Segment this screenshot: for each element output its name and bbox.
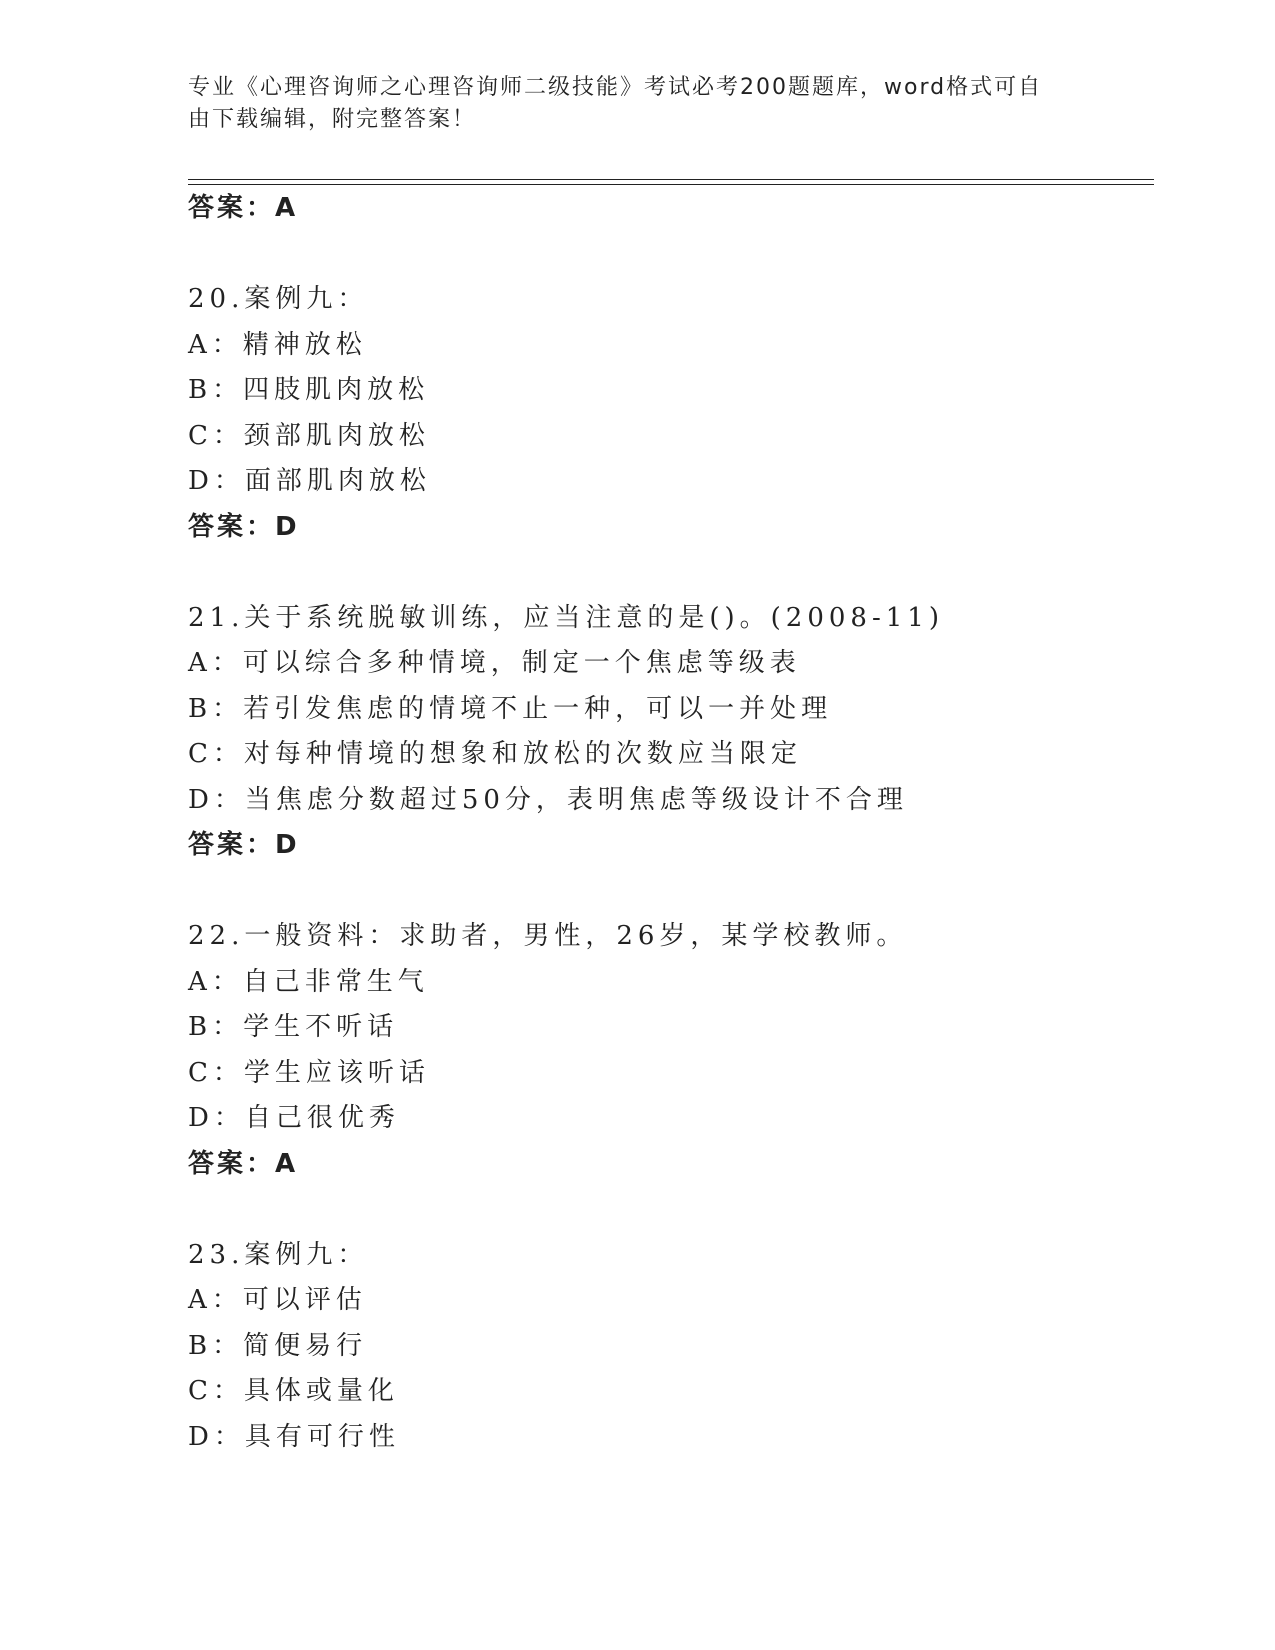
- answer-line: 答案：D: [188, 511, 300, 542]
- document-header: [188, 72, 1068, 136]
- option-c: C：具体或量化: [188, 1376, 399, 1406]
- question-block: [188, 1233, 1154, 1461]
- spacer: [188, 1187, 1154, 1233]
- option-d: D：具有可行性: [188, 1421, 400, 1452]
- option-a: A：可以综合多种情境，制定一个焦虑等级表: [188, 648, 801, 678]
- option-b: B：若引发焦虑的情境不止一种，可以一并处理: [188, 693, 833, 724]
- option-d: D：自己很优秀: [188, 1103, 400, 1133]
- answer-line: 答案：A: [188, 193, 299, 223]
- option-c: C：颈部肌肉放松: [188, 420, 430, 451]
- spacer: [188, 550, 1154, 596]
- option-d: D：面部肌肉放松: [188, 466, 431, 496]
- question-list: [188, 186, 1154, 1460]
- option-b: B：学生不听话: [188, 1012, 399, 1042]
- question-stem: 21.关于系统脱敏训练，应当注意的是()。(2008-11): [188, 602, 944, 633]
- option-a: A：自己非常生气: [188, 966, 429, 997]
- spacer: [188, 869, 1154, 915]
- option-c: C：对每种情境的想象和放松的次数应当限定: [188, 739, 802, 769]
- option-a: A：可以评估: [188, 1285, 367, 1315]
- option-d: D：当焦虑分数超过50分，表明焦虑等级设计不合理: [188, 784, 908, 815]
- question-block: [188, 914, 1154, 1187]
- question-block: [188, 596, 1154, 869]
- question-stem: 23.案例九：: [188, 1239, 369, 1270]
- question-block: [188, 277, 1154, 550]
- header-divider-bottom: [188, 184, 1154, 185]
- option-a: A：精神放松: [188, 329, 367, 360]
- header-divider-top: [188, 179, 1154, 180]
- question-stem: 22.一般资料：求助者，男性，26岁，某学校教师。: [188, 921, 908, 951]
- question-stem: 20.案例九：: [188, 284, 369, 314]
- spacer: [188, 232, 1154, 278]
- answer-line: 答案：D: [188, 830, 300, 860]
- header-line-1: 专业《心理咨询师之心理咨询师二级技能》考试必考200题题库，word格式可自: [188, 75, 1043, 100]
- header-line-2: 由下载编辑，附完整答案！: [188, 107, 477, 132]
- option-b: B：简便易行: [188, 1330, 368, 1361]
- answer-line: 答案：A: [188, 1148, 299, 1179]
- option-b: B：四肢肌肉放松: [188, 375, 430, 405]
- option-c: C：学生应该听话: [188, 1057, 430, 1088]
